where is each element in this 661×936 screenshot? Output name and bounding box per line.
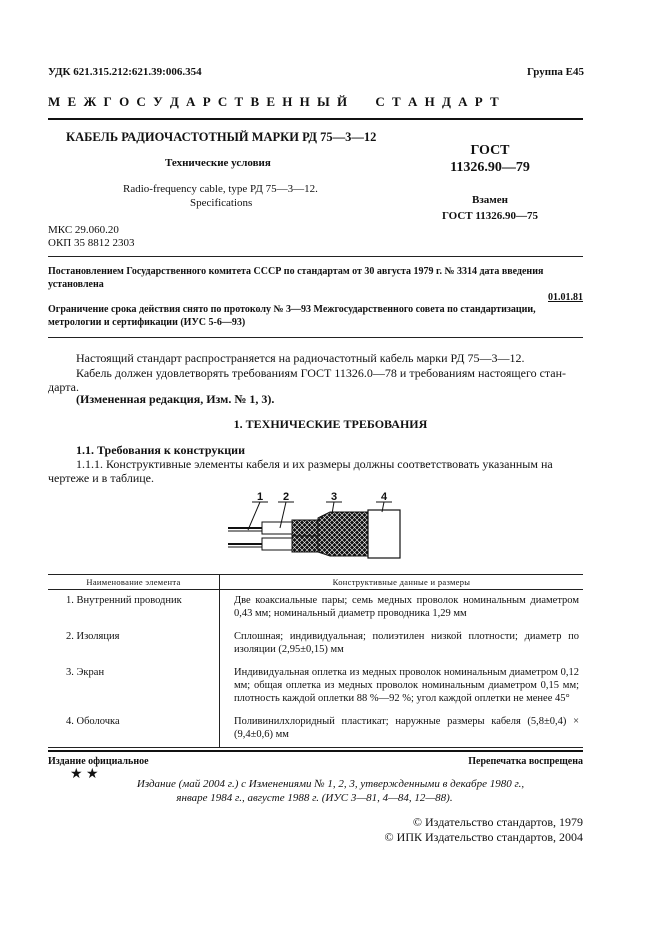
title-divider: [48, 256, 583, 257]
table-header-row: [48, 575, 583, 590]
copyright-2004: © ИПК Издательство стандартов, 2004: [384, 830, 583, 844]
table-row: [48, 662, 583, 711]
inner-conductor: [228, 528, 266, 547]
edition-note: (Измененная редакция, Изм. № 1, 3).: [76, 392, 275, 406]
group-code: Группа Е45: [526, 66, 584, 78]
element-name: 1. Внутренний проводник: [48, 590, 220, 627]
element-name: 2. Изоляция: [48, 626, 220, 662]
element-data: Индивидуальная оплетка из медных проволок номинальным диаметром 0,12 мм; общая оплетка из медных проволок номинальным диаметром 0,15 мм; плотность каждой оплетки 88 %—92 %; угол каждой оплетки не менее 45°: [234, 667, 579, 704]
outer-shield: [318, 512, 370, 556]
cable-drawing: [222, 490, 412, 562]
intro-paragraph-2-line2: дарта.: [48, 380, 79, 394]
spec-table: [48, 574, 583, 748]
construction-paragraph-line2: чертеже и в таблице.: [48, 471, 155, 485]
element-data: Сплошная; индивидуальная; полиэтилен низкой плотности; диаметр по изоляции (2,95±0,15) мм: [234, 631, 579, 655]
document-title: КАБЕЛЬ РАДИОЧАСТОТНЫЙ МАРКИ РД 75—3—12: [66, 130, 377, 144]
individual-shield: [292, 520, 320, 552]
limit-line1: Ограничение срока действия снято по протоколу № 3—93 Межгосударственного совета по стандартизации,: [48, 304, 536, 315]
subsection-heading: 1.1. Требования к конструкции: [76, 443, 246, 457]
element-name: 3. Экран: [48, 662, 220, 711]
intro-paragraph-1: Настоящий стандарт распространяется на радиочастотный кабель марки РД 75—3—12.: [76, 351, 525, 365]
mks-code: МКС 29.060.20: [48, 224, 119, 236]
decree-divider: [48, 337, 583, 338]
footer-divider: [48, 750, 583, 752]
english-title-line2: Specifications: [190, 197, 253, 209]
reprint-notice: Перепечатка воспрещена: [468, 756, 583, 767]
decree-line1: Постановлением Государственного комитета СССР по стандартам от 30 августа 1979 г. № 3314 дата введения: [48, 266, 544, 277]
intro-paragraph-2-line1: Кабель должен удовлетворять требованиям ГОСТ 11326.0—78 и требованиям настоящего стан-: [76, 366, 567, 380]
drawing-label-2: 2: [282, 491, 290, 503]
effective-date: 01.01.81: [548, 292, 583, 303]
drawing-label-3: 3: [330, 491, 338, 503]
element-name: 4. Оболочка: [48, 711, 220, 748]
limit-line2: метрологии и сертификации (ИУС 5-6—93): [48, 317, 246, 328]
english-title-line1: Radio-frequency cable, type РД 75—3—12.: [123, 183, 318, 195]
star-marks: ★ ★: [70, 767, 99, 782]
decree-line2: установлена: [48, 279, 104, 290]
drawing-label-4: 4: [380, 491, 388, 503]
copyright-1979: © Издательство стандартов, 1979: [412, 815, 583, 829]
table-row: [48, 711, 583, 748]
construction-paragraph-line1: 1.1.1. Конструктивные элементы кабеля и их размеры должны соответствовать указанным на: [76, 457, 553, 471]
gost-label: ГОСТ: [470, 143, 510, 158]
edition-info-line2: январе 1984 г., августе 1988 г. (ИУС 3—81, 4—84, 12—88).: [176, 792, 453, 804]
gost-number: 11326.90—79: [450, 160, 530, 175]
element-data: Две коаксиальные пары; семь медных проволок номинальным диаметром 0,43 мм; номинальный диаметр проводника 1,29 мм: [234, 595, 579, 619]
banner-divider: [48, 118, 583, 120]
okp-code: ОКП 35 8812 2303: [48, 237, 135, 249]
cable-jacket: [368, 510, 400, 558]
official-edition: Издание официальное: [48, 756, 149, 767]
edition-info-line1: Издание (май 2004 г.) с Изменениями № 1, 2, 3, утвержденными в декабре 1980 г.,: [136, 778, 525, 790]
table-header-element: Наименование элемента: [48, 575, 220, 590]
document-subtitle: Технические условия: [165, 157, 271, 169]
standard-banner: М Е Ж Г О С У Д А Р С Т В Е Н Н Ы Й С Т А Н Д А Р Т: [48, 94, 501, 109]
section-heading: 1. ТЕХНИЧЕСКИЕ ТРЕБОВАНИЯ: [233, 417, 428, 431]
udk-code: УДК 621.315.212:621.39:006.354: [48, 66, 202, 78]
drawing-label-1: 1: [256, 491, 264, 503]
element-data: Поливинилхлоридный пластикат; наружные размеры кабеля (5,8±0,4) × (9,4±0,6) мм: [220, 711, 584, 748]
table-row: [48, 590, 583, 627]
replaces-gost: ГОСТ 11326.90—75: [441, 210, 539, 222]
insulation: [262, 522, 296, 550]
replaces-label: Взамен: [472, 194, 508, 206]
table-row: [48, 626, 583, 662]
table-header-data: Конструктивные данные и размеры: [220, 575, 584, 590]
